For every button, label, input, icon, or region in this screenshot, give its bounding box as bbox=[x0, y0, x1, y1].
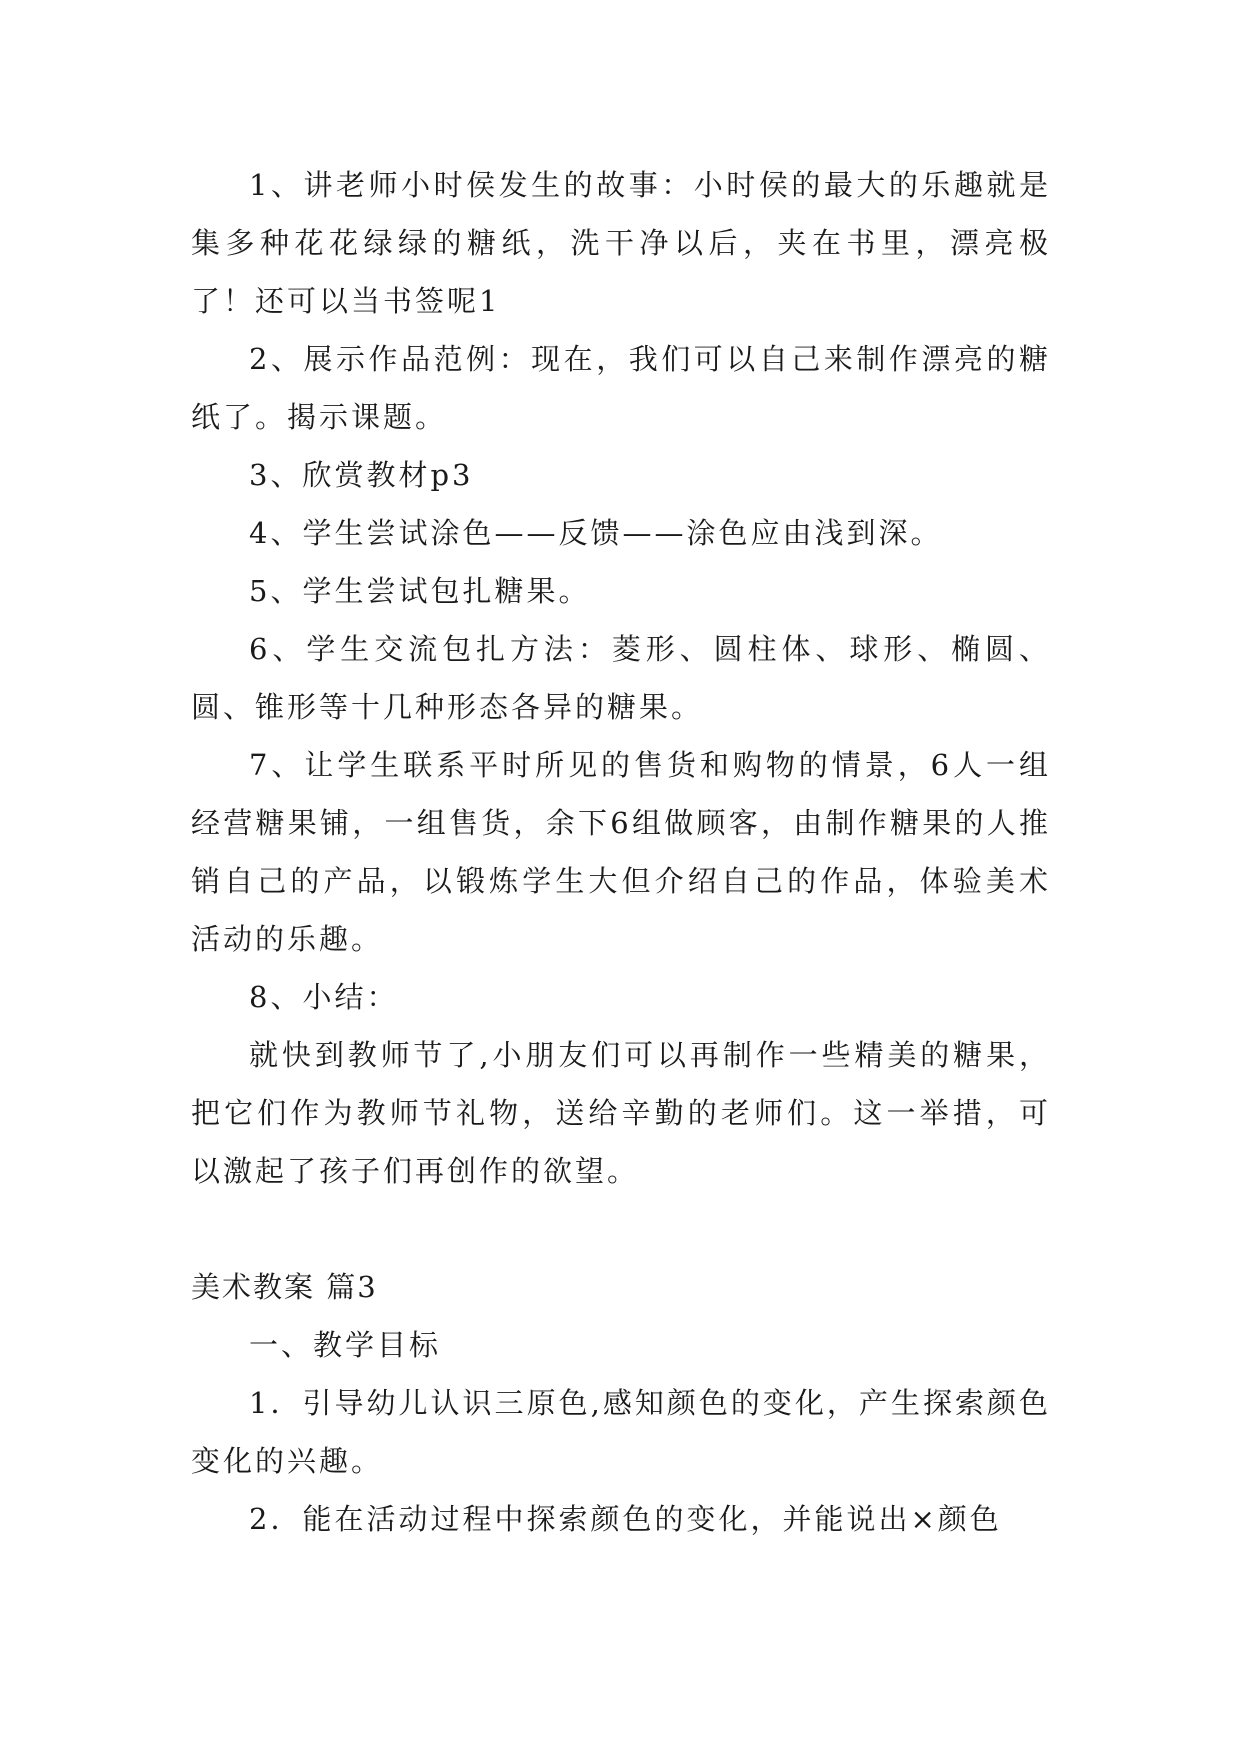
paragraph-show-examples: 2、展示作品范例：现在，我们可以自己来制作漂亮的糖纸了。揭示课题。 bbox=[191, 342, 1051, 434]
paragraph-candy-shop: 7、让学生联系平时所见的售货和购物的情景，6人一组经营糖果铺，一组售货，余下6组做顾客，由制作糖果的人推销自己的产品，以锻炼学生大但介绍自己的作品，体验美术活动的乐趣。 bbox=[191, 748, 1051, 956]
paragraph-summary-text: 就快到教师节了,小朋友们可以再制作一些精美的糖果，把它们作为教师节礼物，送给辛勤的老师们。这一举措，可以激起了孩子们再创作的欲望。 bbox=[191, 1038, 1051, 1188]
section-heading: 美术教案 篇3 bbox=[191, 1270, 378, 1304]
paragraph-goal-2: 2．能在活动过程中探索颜色的变化，并能说出×颜色 bbox=[249, 1502, 1002, 1536]
paragraph-goal-1: 1．引导幼儿认识三原色,感知颜色的变化，产生探索颜色变化的兴趣。 bbox=[191, 1386, 1051, 1478]
paragraph-teaching-goals: 一、教学目标 bbox=[249, 1328, 442, 1362]
paragraph-textbook: 3、欣赏教材p3 bbox=[249, 458, 474, 492]
paragraph-coloring: 4、学生尝试涂色——反馈——涂色应由浅到深。 bbox=[249, 516, 943, 550]
paragraph-wrapping: 5、学生尝试包扎糖果。 bbox=[249, 574, 591, 608]
document-body bbox=[191, 156, 1051, 1548]
paragraph-summary-label: 8、小结： bbox=[249, 980, 399, 1014]
paragraph-wrapping-methods: 6、学生交流包扎方法：菱形、圆柱体、球形、椭圆、圆、锥形等十几种形态各异的糖果。 bbox=[191, 632, 1051, 724]
paragraph-story: 1、讲老师小时侯发生的故事：小时侯的最大的乐趣就是集多种花花绿绿的糖纸，洗干净以后，夹在书里，漂亮极了！还可以当书签呢1 bbox=[191, 168, 1051, 318]
